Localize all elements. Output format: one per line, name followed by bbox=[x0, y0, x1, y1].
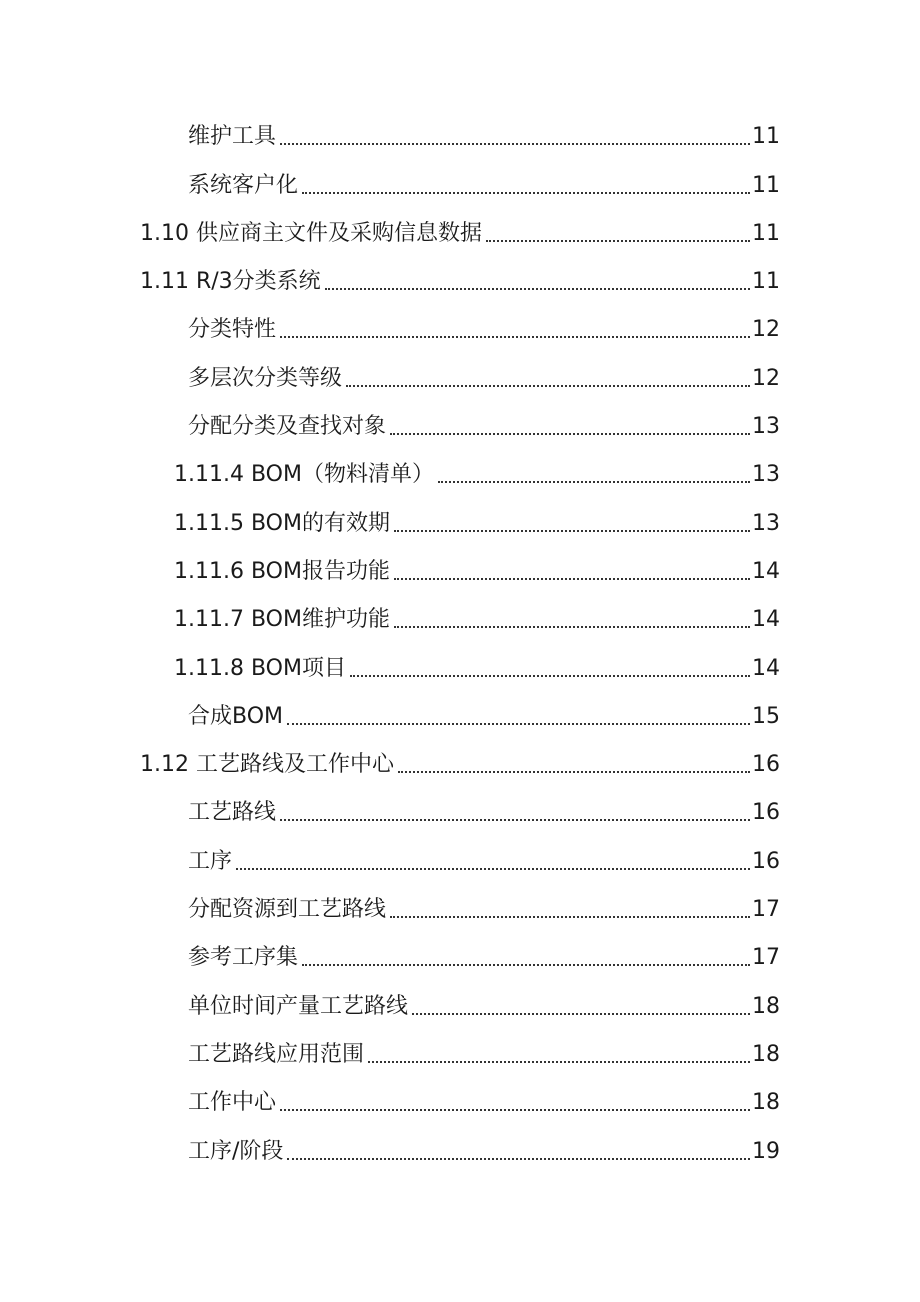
toc-entry[interactable] bbox=[0, 983, 920, 1031]
toc-entry[interactable] bbox=[0, 549, 920, 597]
toc-entry-title: 系统客户化 bbox=[188, 172, 299, 198]
toc-dot-leader bbox=[280, 336, 750, 338]
toc-entry-title: 1.11 R/3分类系统 bbox=[140, 269, 321, 295]
toc-entry-title: 1.10 供应商主文件及采购信息数据 bbox=[140, 220, 482, 246]
toc-entry-title: 分配资源到工艺路线 bbox=[188, 897, 387, 923]
toc-entry-page: 11 bbox=[752, 220, 780, 246]
toc-entry[interactable] bbox=[0, 307, 920, 355]
toc-entry-page: 12 bbox=[752, 317, 780, 343]
toc-dot-leader bbox=[412, 1013, 750, 1015]
toc-entry-page: 13 bbox=[752, 462, 780, 488]
toc-dot-leader bbox=[302, 964, 750, 966]
table-of-contents bbox=[0, 114, 920, 1177]
toc-entry-title: 1.11.5 BOM的有效期 bbox=[174, 510, 390, 536]
toc-dot-leader bbox=[398, 771, 750, 773]
toc-entry-page: 19 bbox=[752, 1138, 780, 1164]
toc-entry-title: 1.12 工艺路线及工作中心 bbox=[140, 752, 394, 778]
toc-dot-leader bbox=[325, 288, 750, 290]
toc-dot-leader bbox=[390, 433, 750, 435]
toc-dot-leader bbox=[236, 868, 750, 870]
toc-entry[interactable] bbox=[0, 211, 920, 259]
toc-dot-leader bbox=[280, 1109, 750, 1111]
toc-dot-leader bbox=[287, 1158, 750, 1160]
toc-dot-leader bbox=[346, 385, 750, 387]
toc-entry[interactable] bbox=[0, 742, 920, 790]
toc-dot-leader bbox=[394, 626, 750, 628]
toc-entry-title: 合成BOM bbox=[188, 703, 284, 729]
toc-entry[interactable] bbox=[0, 259, 920, 307]
toc-entry[interactable] bbox=[0, 935, 920, 983]
toc-entry[interactable] bbox=[0, 452, 920, 500]
toc-entry-title: 1.11.8 BOM项目 bbox=[174, 655, 346, 681]
toc-entry[interactable] bbox=[0, 887, 920, 935]
toc-dot-leader bbox=[350, 675, 750, 677]
toc-dot-leader bbox=[486, 240, 750, 242]
toc-entry-page: 13 bbox=[752, 510, 780, 536]
toc-entry-page: 18 bbox=[752, 1090, 780, 1116]
toc-entry-page: 18 bbox=[752, 993, 780, 1019]
toc-dot-leader bbox=[390, 916, 750, 918]
toc-entry-title: 多层次分类等级 bbox=[188, 365, 343, 391]
toc-dot-leader bbox=[280, 819, 750, 821]
toc-entry-title: 分类特性 bbox=[188, 317, 277, 343]
toc-entry[interactable] bbox=[0, 790, 920, 838]
toc-entry-title: 工序/阶段 bbox=[188, 1138, 284, 1164]
toc-entry[interactable] bbox=[0, 1080, 920, 1128]
toc-entry-page: 16 bbox=[752, 752, 780, 778]
toc-dot-leader bbox=[438, 481, 750, 483]
toc-entry-page: 12 bbox=[752, 365, 780, 391]
toc-entry[interactable] bbox=[0, 355, 920, 403]
toc-entry-page: 13 bbox=[752, 414, 780, 440]
toc-entry[interactable] bbox=[0, 114, 920, 162]
toc-entry-page: 17 bbox=[752, 897, 780, 923]
toc-entry-title: 维护工具 bbox=[188, 124, 277, 150]
toc-entry[interactable] bbox=[0, 694, 920, 742]
toc-dot-leader bbox=[368, 1061, 750, 1063]
toc-entry[interactable] bbox=[0, 597, 920, 645]
toc-entry[interactable] bbox=[0, 838, 920, 886]
toc-entry-title: 1.11.4 BOM（物料清单） bbox=[174, 462, 434, 488]
toc-entry-title: 工艺路线应用范围 bbox=[188, 1041, 365, 1067]
toc-dot-leader bbox=[394, 578, 750, 580]
toc-dot-leader bbox=[394, 530, 750, 532]
toc-dot-leader bbox=[287, 723, 750, 725]
toc-entry-page: 14 bbox=[752, 607, 780, 633]
toc-entry-page: 11 bbox=[752, 269, 780, 295]
toc-entry-page: 16 bbox=[752, 800, 780, 826]
toc-entry-page: 17 bbox=[752, 945, 780, 971]
toc-entry-title: 工艺路线 bbox=[188, 800, 277, 826]
toc-entry-title: 工作中心 bbox=[188, 1090, 277, 1116]
toc-entry-title: 1.11.7 BOM维护功能 bbox=[174, 607, 390, 633]
toc-entry-page: 16 bbox=[752, 848, 780, 874]
toc-entry[interactable] bbox=[0, 645, 920, 693]
toc-entry-page: 11 bbox=[752, 172, 780, 198]
toc-entry-title: 分配分类及查找对象 bbox=[188, 414, 387, 440]
toc-entry-page: 14 bbox=[752, 655, 780, 681]
toc-entry-title: 参考工序集 bbox=[188, 945, 299, 971]
toc-entry-page: 11 bbox=[752, 124, 780, 150]
toc-dot-leader bbox=[280, 143, 750, 145]
toc-entry-page: 15 bbox=[752, 703, 780, 729]
toc-entry[interactable] bbox=[0, 162, 920, 210]
toc-entry-title: 单位时间产量工艺路线 bbox=[188, 993, 409, 1019]
toc-entry-page: 18 bbox=[752, 1041, 780, 1067]
toc-entry[interactable] bbox=[0, 1128, 920, 1176]
toc-dot-leader bbox=[302, 192, 750, 194]
toc-entry[interactable] bbox=[0, 1032, 920, 1080]
toc-entry[interactable] bbox=[0, 500, 920, 548]
toc-entry-page: 14 bbox=[752, 558, 780, 584]
toc-entry-title: 1.11.6 BOM报告功能 bbox=[174, 558, 390, 584]
toc-entry-title: 工序 bbox=[188, 848, 233, 874]
toc-entry[interactable] bbox=[0, 404, 920, 452]
